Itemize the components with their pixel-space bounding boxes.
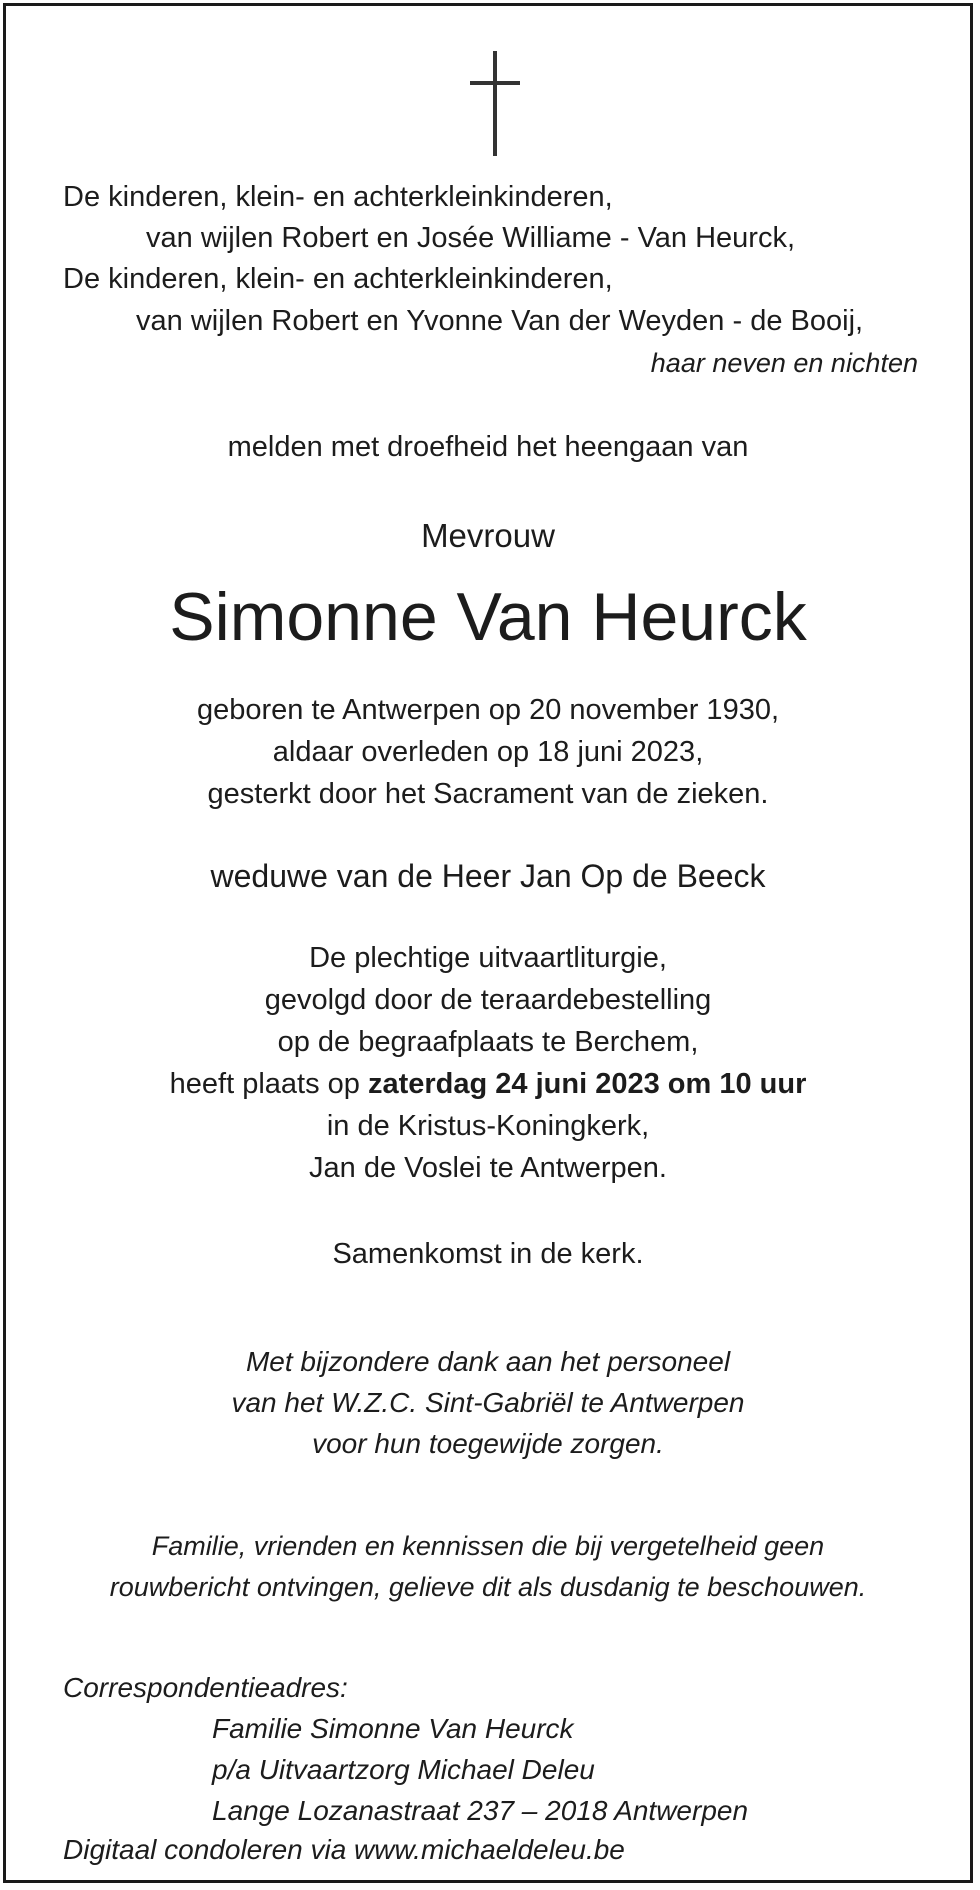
family-line-2: van wijlen Robert en Josée Williame - Van Heurck,: [146, 222, 796, 254]
gathering: Samenkomst in de kerk.: [332, 1238, 644, 1270]
notice-line-1: Familie, vrienden en kennissen die bij vergetelheid geen: [151, 1531, 825, 1561]
funeral-date-prefix: heeft plaats op: [169, 1068, 368, 1100]
family-line-3: De kinderen, klein- en achterkleinkinderen,: [63, 263, 613, 295]
life-line-2: aldaar overleden op 18 juni 2023,: [272, 736, 704, 768]
cross-icon: [470, 51, 520, 156]
life-line-3: gesterkt door het Sacrament van de zieken.: [207, 778, 769, 810]
funeral-line-3: op de begraafplaats te Berchem,: [277, 1026, 699, 1058]
funeral-line-2: gevolgd door de teraardebestelling: [264, 984, 712, 1016]
correspondence-label: Correspondentieadres:: [63, 1672, 348, 1703]
family-line-1: De kinderen, klein- en achterkleinkinderen,: [63, 181, 613, 213]
correspondence-line-1: Familie Simonne Van Heurck: [212, 1713, 574, 1744]
obituary-card: [3, 3, 973, 1883]
notice-line-2: rouwbericht ontvingen, gelieve dit als dusdanig te beschouwen.: [109, 1572, 867, 1602]
salutation: Mevrouw: [421, 517, 555, 554]
life-line-1: geboren te Antwerpen op 20 november 1930,: [196, 694, 780, 726]
correspondence-line-3: Lange Lozanastraat 237 – 2018 Antwerpen: [212, 1795, 749, 1826]
announcement: melden met droefheid het heengaan van: [227, 431, 749, 463]
funeral-line-6: Jan de Voslei te Antwerpen.: [309, 1152, 667, 1184]
deceased-name: Simonne Van Heurck: [169, 579, 807, 655]
funeral-line-4: [6, 1066, 970, 1102]
family-line-4: van wijlen Robert en Yvonne Van der Weyden - de Booij,: [136, 305, 864, 337]
thanks-line-3: voor hun toegewijde zorgen.: [312, 1428, 664, 1459]
funeral-line-1: De plechtige uitvaartliturgie,: [309, 942, 667, 974]
widow-line: weduwe van de Heer Jan Op de Beeck: [210, 858, 766, 894]
thanks-line-2: van het W.Z.C. Sint-Gabriël te Antwerpen: [231, 1387, 745, 1418]
online-condolence: Digitaal condoleren via www.michaeldeleu.be: [63, 1834, 625, 1865]
thanks-line-1: Met bijzondere dank aan het personeel: [245, 1346, 731, 1377]
correspondence-line-2: p/a Uitvaartzorg Michael Deleu: [212, 1754, 595, 1785]
funeral-line-5: in de Kristus-Koningkerk,: [326, 1110, 650, 1142]
funeral-date: zaterdag 24 juni 2023 om 10 uur: [367, 1068, 807, 1100]
family-line-5: haar neven en nichten: [650, 348, 918, 378]
